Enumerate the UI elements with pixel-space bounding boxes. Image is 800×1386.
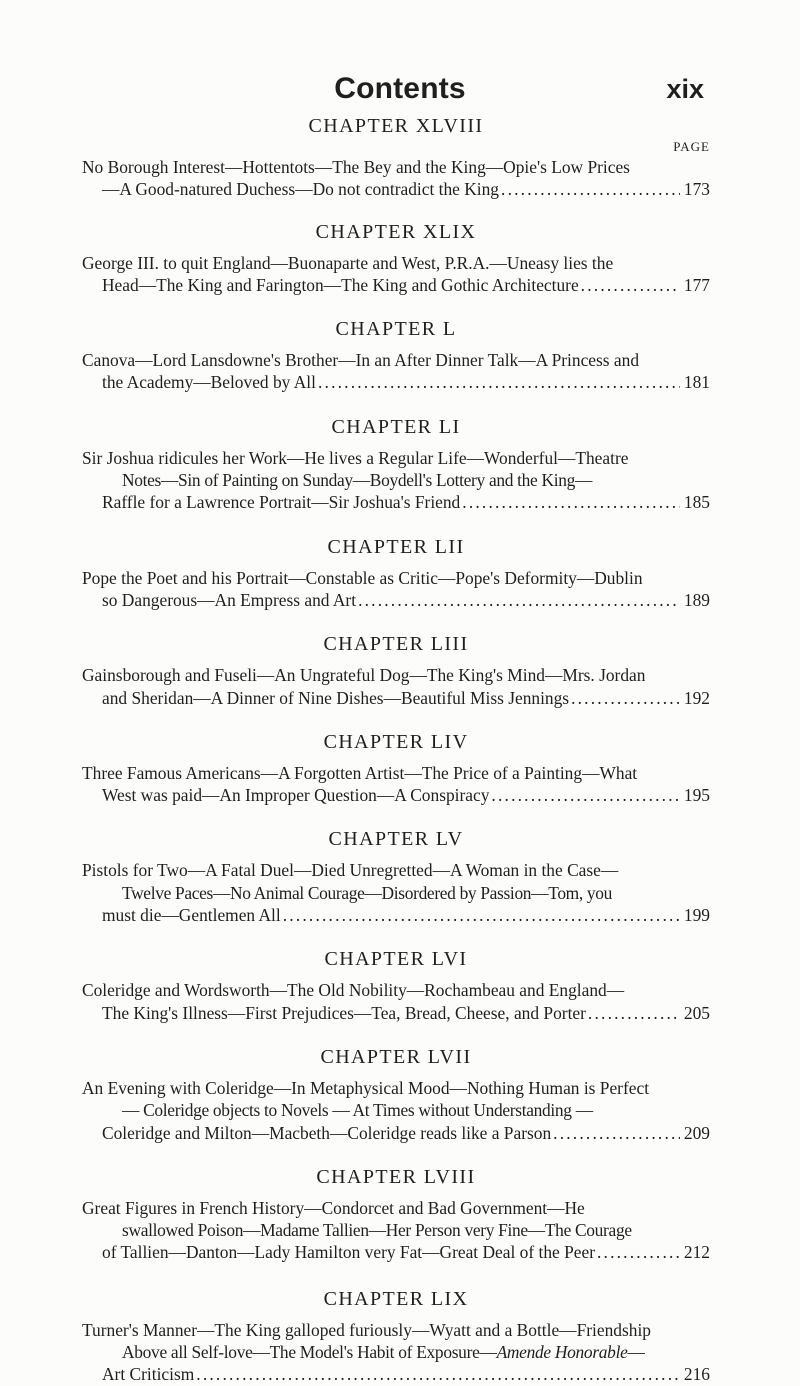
- summary-last-line: [102, 1363, 710, 1385]
- chapter-entry: [82, 729, 710, 807]
- dot-leader: [358, 589, 680, 611]
- summary-line: Gainsborough and Fuseli—An Ungrateful Dog—The King's Mind—Mrs. Jordan: [82, 665, 646, 686]
- page-ref: 185: [683, 492, 710, 513]
- summary-line: Coleridge and Milton—Macbeth—Coleridge reads like a Parson: [102, 1122, 552, 1143]
- chapter-heading: CHAPTER L: [335, 318, 457, 341]
- summary-line: Above all Self-love—The Model's Habit of Exposure—Amende Honorable—: [122, 1342, 645, 1363]
- summary-line: so Dangerous—An Empress and Art: [102, 589, 357, 610]
- summary-line: Canova—Lord Lansdowne's Brother—In an After Dinner Talk—A Princess and: [82, 350, 640, 371]
- chapter-summary: [82, 762, 710, 807]
- summary-line: Pistols for Two—A Fatal Duel—Died Unregretted—A Woman in the Case—: [82, 860, 619, 881]
- summary-line: Art Criticism: [102, 1364, 195, 1385]
- summary-line: Turner's Manner—The King galloped furiously—Wyatt and a Bottle—Friendship: [82, 1319, 651, 1340]
- summary-line: George III. to quit England—Buonaparte and West, P.R.A.—Uneasy lies the: [82, 252, 614, 273]
- dot-leader: [588, 1002, 680, 1024]
- page-ref: 212: [683, 1242, 710, 1263]
- chapter-summary: [82, 447, 710, 514]
- chapter-entry: [82, 826, 710, 926]
- summary-line: Coleridge and Wordsworth—The Old Nobility—Rochambeau and England—: [82, 980, 625, 1001]
- chapter-entry: [82, 316, 710, 394]
- summary-last-line: [102, 1122, 710, 1144]
- chapter-entry: [82, 1044, 710, 1144]
- chapter-heading: CHAPTER LI: [331, 415, 461, 438]
- page-ref: 192: [683, 687, 710, 708]
- page-ref: 199: [683, 905, 710, 926]
- chapter-heading: CHAPTER LVII: [320, 1045, 472, 1068]
- dot-leader: [597, 1241, 680, 1263]
- table-of-contents: [82, 113, 710, 1386]
- page-ref: 205: [683, 1002, 710, 1023]
- summary-line: Head—The King and Farington—The King and Gothic Architecture: [102, 274, 579, 295]
- page-ref: 189: [683, 589, 710, 610]
- summary-line: Sir Joshua ridicules her Work—He lives a Regular Life—Wonderful—Theatre: [82, 447, 629, 468]
- page-number: xix: [666, 74, 704, 104]
- chapter-entry: [82, 631, 710, 709]
- chapter-heading: CHAPTER XLIX: [315, 220, 477, 243]
- dot-leader: [501, 178, 680, 200]
- chapter-heading: CHAPTER XLVIII: [308, 115, 484, 137]
- summary-line: of Tallien—Danton—Lady Hamilton very Fat—Great Deal of the Peer: [102, 1242, 595, 1263]
- chapter-entry: [82, 946, 710, 1024]
- summary-last-line: [102, 1002, 710, 1024]
- chapter-heading: CHAPTER LVIII: [316, 1165, 476, 1188]
- page-column-label: PAGE: [673, 139, 710, 154]
- summary-line: — Coleridge objects to Novels — At Times without Understanding —: [122, 1100, 593, 1121]
- summary-line: must die—Gentlemen All: [102, 905, 281, 926]
- chapter-summary: [82, 979, 710, 1024]
- chapter-heading: CHAPTER LIV: [323, 730, 469, 753]
- page-ref: 177: [683, 274, 710, 295]
- summary-last-line: [102, 687, 710, 709]
- chapter-summary: [82, 156, 710, 201]
- chapter-entry: [82, 219, 710, 297]
- page-ref: 195: [683, 785, 710, 806]
- summary-last-line: [102, 178, 710, 200]
- chapter-heading: CHAPTER LV: [328, 828, 464, 851]
- dot-leader: [491, 784, 679, 806]
- page-ref: 173: [683, 179, 710, 200]
- running-header: [0, 72, 800, 112]
- dot-leader: [283, 904, 680, 926]
- page-ref: 181: [683, 372, 710, 393]
- summary-last-line: [102, 589, 710, 611]
- chapter-entry: [82, 414, 710, 514]
- summary-last-line: [102, 904, 710, 926]
- chapter-summary: [82, 349, 710, 394]
- chapter-heading: CHAPTER LVI: [324, 948, 468, 971]
- summary-line: and Sheridan—A Dinner of Nine Dishes—Beautiful Miss Jennings: [102, 687, 570, 708]
- chapter-summary: [82, 664, 710, 709]
- dot-leader: [581, 274, 680, 296]
- page-ref: 216: [683, 1364, 710, 1385]
- summary-line: Twelve Paces—No Animal Courage—Disordered by Passion—Tom, you: [122, 882, 613, 903]
- chapter-summary: [82, 1197, 710, 1264]
- summary-line: Notes—Sin of Painting on Sunday—Boydell's Lottery and the King—: [122, 470, 593, 491]
- summary-last-line: [102, 274, 710, 296]
- chapter-summary: [82, 567, 710, 612]
- dot-leader: [571, 687, 680, 709]
- chapter-entry: [82, 1164, 710, 1264]
- chapter-entry: [82, 113, 710, 201]
- summary-line: The King's Illness—First Prejudices—Tea, Bread, Cheese, and Porter: [102, 1002, 586, 1023]
- summary-line: Pope the Poet and his Portrait—Constable as Critic—Pope's Deformity—Dublin: [82, 567, 643, 588]
- summary-line: Three Famous Americans—A Forgotten Artist—The Price of a Painting—What: [82, 762, 638, 783]
- dot-leader: [196, 1363, 680, 1385]
- chapter-summary: [82, 859, 710, 926]
- summary-last-line: [102, 371, 710, 393]
- dot-leader: [553, 1122, 680, 1144]
- summary-line: West was paid—An Improper Question—A Conspiracy: [102, 785, 490, 806]
- summary-line: Raffle for a Lawrence Portrait—Sir Joshua's Friend: [102, 492, 461, 513]
- summary-last-line: [102, 784, 710, 806]
- chapter-entry: [82, 534, 710, 612]
- chapter-heading: CHAPTER LIII: [323, 633, 469, 656]
- summary-line: No Borough Interest—Hottentots—The Bey and the King—Opie's Low Prices: [82, 157, 630, 177]
- summary-last-line: [102, 491, 710, 513]
- summary-line: —A Good-natured Duchess—Do not contradict the King: [102, 179, 500, 200]
- dot-leader: [462, 491, 680, 513]
- summary-line: swallowed Poison—Madame Tallien—Her Person very Fine—The Courage: [122, 1220, 632, 1241]
- chapter-summary: [82, 252, 710, 297]
- chapter-heading: CHAPTER LII: [327, 535, 465, 558]
- chapter-heading: CHAPTER LIX: [323, 1287, 469, 1310]
- page-title: Contents: [334, 72, 466, 105]
- summary-line: Great Figures in French History—Condorcet and Bad Government—He: [82, 1197, 585, 1218]
- chapter-summary: [82, 1319, 710, 1386]
- page-ref: 209: [683, 1122, 710, 1143]
- summary-last-line: [102, 1241, 710, 1263]
- summary-line: An Evening with Coleridge—In Metaphysical Mood—Nothing Human is Perfect: [82, 1077, 650, 1098]
- dot-leader: [318, 371, 680, 393]
- italic-phrase: Amende Honorable: [496, 1342, 628, 1363]
- chapter-summary: [82, 1077, 710, 1144]
- summary-line: the Academy—Beloved by All: [102, 372, 316, 393]
